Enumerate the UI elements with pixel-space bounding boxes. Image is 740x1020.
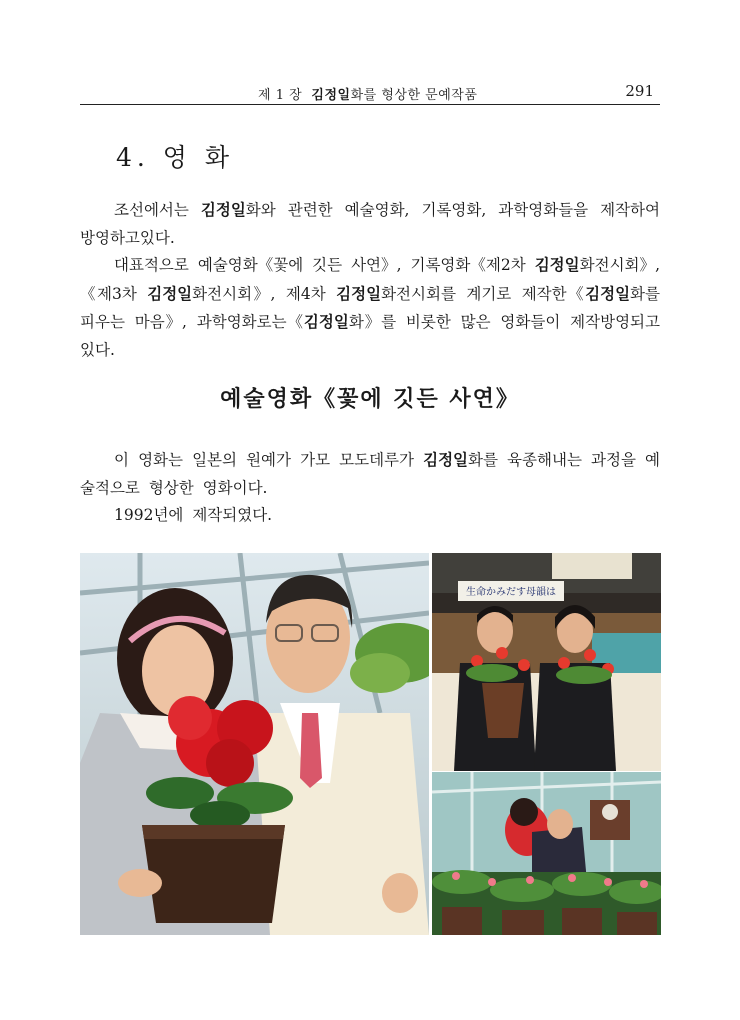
photo-main-illustration <box>80 553 429 935</box>
photo-exhibition-ceremony <box>432 553 661 771</box>
paragraph-4: 1992년에 제작되였다. <box>114 506 273 524</box>
film-title: 예술영화《꽃에 깃든 사연》 <box>220 386 520 412</box>
paragraph-3: 이 영화는 일본의 원예가 가모 모도데루가 김정일화를 육종해내는 과정을 예술적으로 형상한 영화이다. <box>80 450 660 497</box>
page-number: 291 <box>625 82 654 100</box>
chapter-title: 제 1 장 김정일화를 형상한 문예작품 <box>258 88 478 103</box>
exhibition-banner: 生命かみだす母韻は <box>466 587 556 598</box>
section-heading: 4. 영 화 <box>116 143 235 172</box>
paragraph-2: 대표적으로 예술영화《꽃에 깃든 사연》, 기록영화《제2차 김정일화전시회》, 《제3차 김정일화전시회》, 제4차 김정일화전시회를 계기로 제작한《김정일화를 피우는 마음》, 과학영화로는《김정일화》를 비롯한 많은 영화들이 제작방영되고있다. <box>80 255 661 359</box>
paragraph-1: 조선에서는 김정일화와 관련한 예술영화, 기록영화, 과학영화들을 제작하여 방영하고있다. <box>80 200 661 247</box>
photo-bottom-right-illustration <box>432 772 661 935</box>
running-head <box>80 82 660 105</box>
photo-greenhouse-embrace <box>432 772 661 935</box>
photo-top-right-illustration <box>432 553 661 771</box>
photo-main-film-still <box>80 553 429 935</box>
